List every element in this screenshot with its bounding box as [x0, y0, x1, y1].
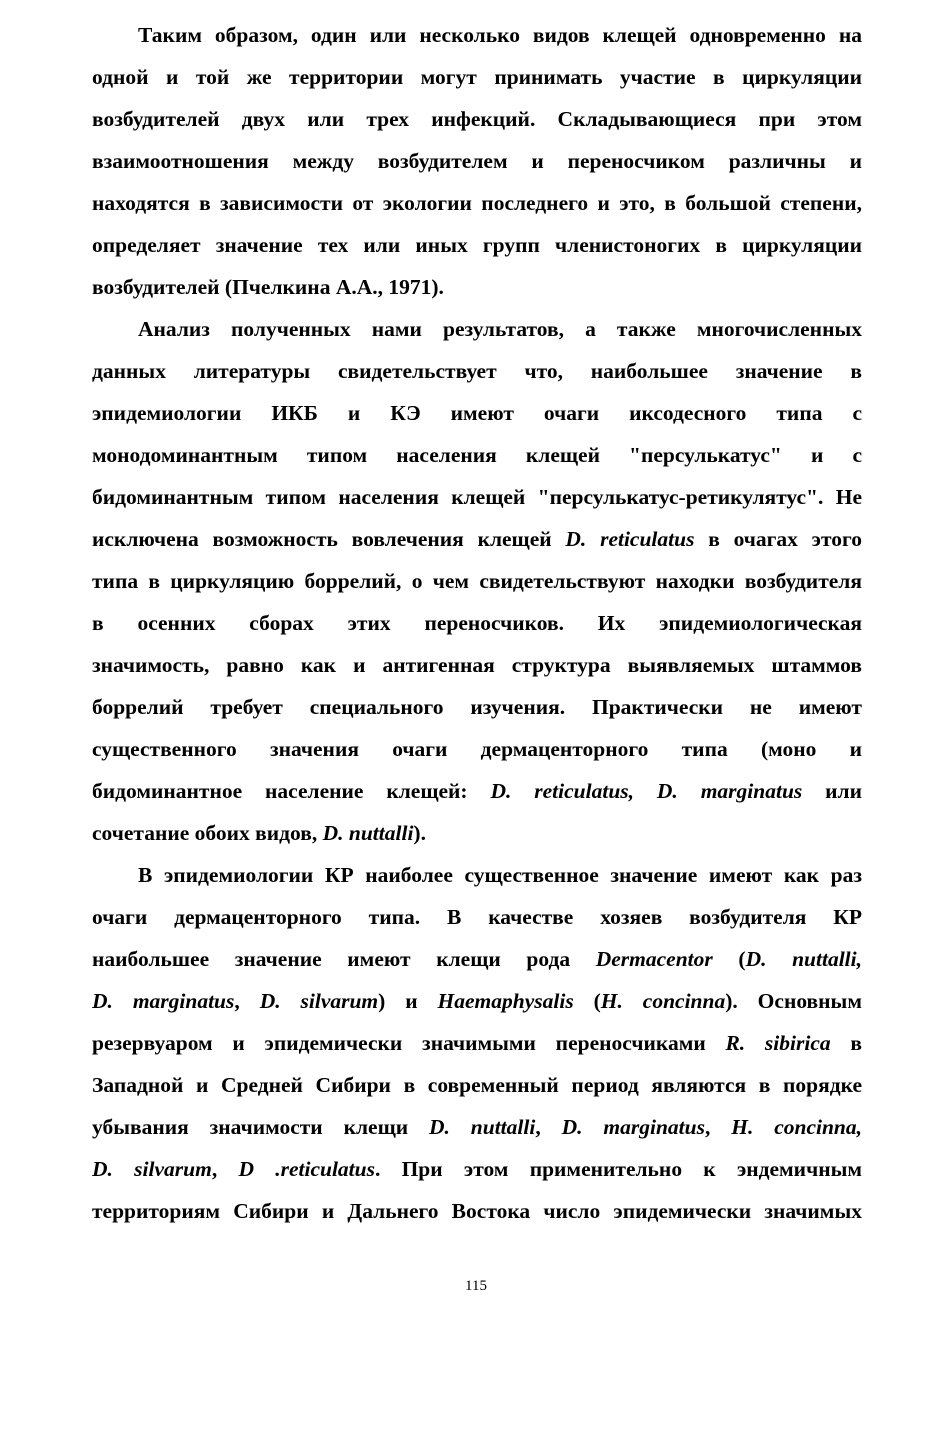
text-line: бидоминантным типом населения клещей "персулькатус-ретикулятус". Не	[92, 485, 862, 509]
page-number: 115	[465, 1278, 487, 1294]
text-line: D. marginatus, D. silvarum) и Haemaphysalis (H. concinna). Основным	[92, 989, 862, 1013]
text-line: бидоминантное население клещей: D. reticulatus, D. marginatus или	[92, 779, 862, 803]
text-line: D. silvarum, D .reticulatus. При этом применительно к эндемичным	[92, 1157, 862, 1181]
text-line: эпидемиологии ИКБ и КЭ имеют очаги иксодесного типа с	[92, 401, 862, 425]
text-line: одной и той же территории могут принимать участие в циркуляции	[92, 65, 862, 89]
text-line: территориям Сибири и Дальнего Востока число эпидемически значимых	[92, 1199, 862, 1223]
text-line: определяет значение тех или иных групп членистоногих в циркуляции	[92, 233, 862, 257]
text-line: значимость, равно как и антигенная структура выявляемых штаммов	[92, 653, 862, 677]
text-line: находятся в зависимости от экологии последнего и это, в большой степени,	[92, 191, 862, 215]
paragraph-1	[92, 14, 862, 308]
text-line: боррелий требует специального изучения. Практически не имеют	[92, 695, 862, 719]
text-line: Анализ полученных нами результатов, а также многочисленных	[138, 317, 862, 341]
paragraph-3	[92, 854, 862, 1232]
text-line: Таким образом, один или несколько видов клещей одновременно на	[138, 23, 862, 47]
text-line: взаимоотношения между возбудителем и переносчиком различны и	[92, 149, 862, 173]
text-line: наибольшее значение имеют клещи рода Dermacentor (D. nuttalli,	[92, 947, 862, 971]
text-line: данных литературы свидетельствует что, наибольшее значение в	[92, 359, 862, 383]
text-line: очаги дермаценторного типа. В качестве хозяев возбудителя КР	[92, 905, 862, 929]
text-line: типа в циркуляцию боррелий, о чем свидетельствуют находки возбудителя	[92, 569, 862, 593]
text-line: в осенних сборах этих переносчиков. Их эпидемиологическая	[92, 611, 862, 635]
text-line: возбудителей двух или трех инфекций. Складывающиеся при этом	[92, 107, 862, 131]
text-line: резервуаром и эпидемически значимыми переносчиками R. sibirica в	[92, 1031, 862, 1055]
text-line: существенного значения очаги дермаценторного типа (моно и	[92, 737, 862, 761]
text-line: возбудителей (Пчелкина А.А., 1971).	[92, 275, 444, 299]
text-line: убывания значимости клещи D. nuttalli, D. marginatus, H. concinna,	[92, 1115, 862, 1139]
text-line: Западной и Средней Сибири в современный период являются в порядке	[92, 1073, 862, 1097]
text-line: исключена возможность вовлечения клещей D. reticulatus в очагах этого	[92, 527, 862, 551]
text-line: монодоминантным типом населения клещей "персулькатус" и с	[92, 443, 862, 467]
paragraph-2	[92, 308, 862, 854]
text-line: В эпидемиологии КР наиболее существенное значение имеют как раз	[138, 863, 862, 887]
text-line: сочетание обоих видов, D. nuttalli).	[92, 821, 426, 845]
document-body	[92, 14, 862, 1232]
